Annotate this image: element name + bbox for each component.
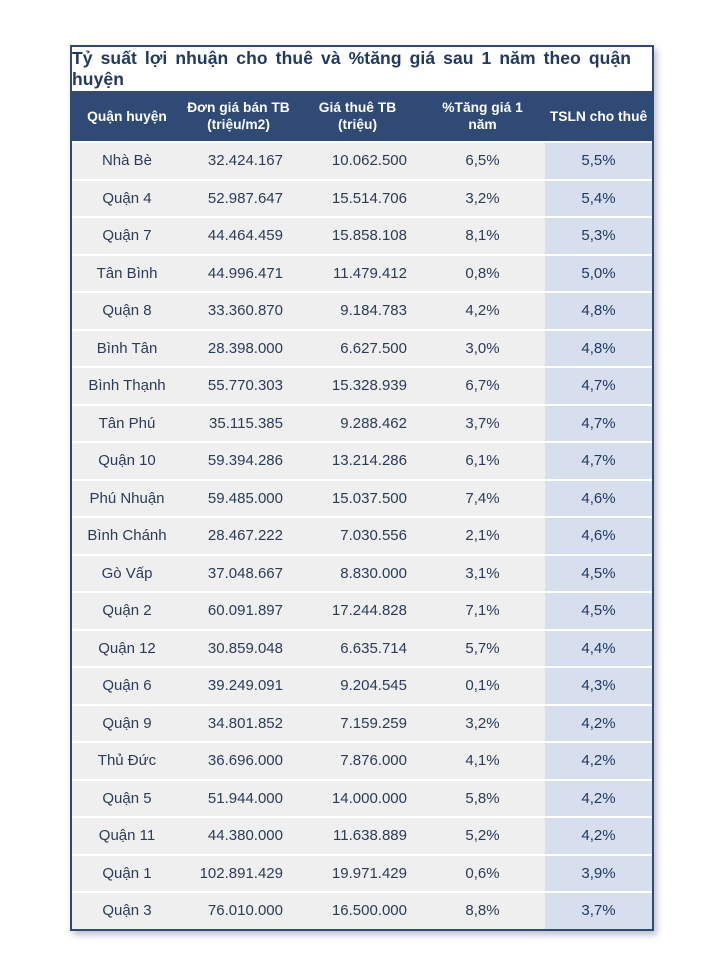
sale-price-cell: 39.249.091 bbox=[182, 668, 295, 704]
table-row bbox=[72, 254, 652, 292]
growth-cell: 0,6% bbox=[420, 856, 545, 892]
growth-cell: 3,1% bbox=[420, 556, 545, 592]
district-cell: Quận 2 bbox=[72, 593, 182, 629]
growth-cell: 4,2% bbox=[420, 293, 545, 329]
rental-yield-table bbox=[70, 45, 654, 931]
growth-cell: 6,5% bbox=[420, 143, 545, 179]
yield-cell: 4,2% bbox=[545, 706, 652, 742]
yield-cell: 4,3% bbox=[545, 668, 652, 704]
table-row bbox=[72, 441, 652, 479]
yield-cell: 5,0% bbox=[545, 256, 652, 292]
table-row bbox=[72, 741, 652, 779]
table-row bbox=[72, 854, 652, 892]
rent-price-cell: 15.328.939 bbox=[295, 368, 420, 404]
yield-cell: 4,8% bbox=[545, 293, 652, 329]
header-cell-line: (triệu) bbox=[337, 117, 378, 132]
rent-price-cell: 9.184.783 bbox=[295, 293, 420, 329]
table-row bbox=[72, 141, 652, 179]
growth-cell: 3,7% bbox=[420, 406, 545, 442]
table-row bbox=[72, 591, 652, 629]
table-row bbox=[72, 704, 652, 742]
district-cell: Quận 1 bbox=[72, 856, 182, 892]
district-cell: Quận 9 bbox=[72, 706, 182, 742]
header-cell-rental-yield bbox=[545, 91, 652, 141]
growth-cell: 8,8% bbox=[420, 893, 545, 929]
table-title: Tỷ suất lợi nhuận cho thuê và %tăng giá sau 1 năm theo quận huyện bbox=[72, 47, 652, 91]
rent-price-cell: 6.635.714 bbox=[295, 631, 420, 667]
table-row bbox=[72, 816, 652, 854]
header-cell-line: năm bbox=[468, 117, 497, 132]
sale-price-cell: 35.115.385 bbox=[182, 406, 295, 442]
header-cell-district bbox=[72, 91, 182, 141]
sale-price-cell: 30.859.048 bbox=[182, 631, 295, 667]
rent-price-cell: 7.159.259 bbox=[295, 706, 420, 742]
sale-price-cell: 34.801.852 bbox=[182, 706, 295, 742]
header-cell-line: Đơn giá bán TB bbox=[187, 100, 290, 115]
district-cell: Phú Nhuận bbox=[72, 481, 182, 517]
district-cell: Quận 6 bbox=[72, 668, 182, 704]
table-row bbox=[72, 291, 652, 329]
table-row bbox=[72, 554, 652, 592]
sale-price-cell: 76.010.000 bbox=[182, 893, 295, 929]
growth-cell: 5,7% bbox=[420, 631, 545, 667]
sale-price-cell: 55.770.303 bbox=[182, 368, 295, 404]
district-cell: Quận 8 bbox=[72, 293, 182, 329]
header-cell-line: Giá thuê TB bbox=[318, 100, 397, 115]
rent-price-cell: 15.514.706 bbox=[295, 181, 420, 217]
growth-cell: 6,1% bbox=[420, 443, 545, 479]
sale-price-cell: 102.891.429 bbox=[182, 856, 295, 892]
yield-cell: 4,5% bbox=[545, 556, 652, 592]
growth-cell: 3,2% bbox=[420, 181, 545, 217]
table-row bbox=[72, 329, 652, 367]
rent-price-cell: 8.830.000 bbox=[295, 556, 420, 592]
growth-cell: 2,1% bbox=[420, 518, 545, 554]
district-cell: Tân Phú bbox=[72, 406, 182, 442]
sale-price-cell: 36.696.000 bbox=[182, 743, 295, 779]
yield-cell: 3,9% bbox=[545, 856, 652, 892]
table-row bbox=[72, 404, 652, 442]
district-cell: Bình Tân bbox=[72, 331, 182, 367]
sale-price-cell: 59.485.000 bbox=[182, 481, 295, 517]
sale-price-cell: 60.091.897 bbox=[182, 593, 295, 629]
yield-cell: 4,6% bbox=[545, 481, 652, 517]
yield-cell: 4,4% bbox=[545, 631, 652, 667]
growth-cell: 7,1% bbox=[420, 593, 545, 629]
yield-cell: 4,7% bbox=[545, 368, 652, 404]
yield-cell: 4,7% bbox=[545, 406, 652, 442]
yield-cell: 4,5% bbox=[545, 593, 652, 629]
growth-cell: 3,0% bbox=[420, 331, 545, 367]
growth-cell: 4,1% bbox=[420, 743, 545, 779]
table-body bbox=[72, 141, 652, 929]
header-cell-line: (triệu/m2) bbox=[207, 117, 270, 132]
rent-price-cell: 7.030.556 bbox=[295, 518, 420, 554]
table-row bbox=[72, 366, 652, 404]
growth-cell: 8,1% bbox=[420, 218, 545, 254]
district-cell: Quận 11 bbox=[72, 818, 182, 854]
yield-cell: 4,7% bbox=[545, 443, 652, 479]
sale-price-cell: 51.944.000 bbox=[182, 781, 295, 817]
rent-price-cell: 17.244.828 bbox=[295, 593, 420, 629]
rent-price-cell: 10.062.500 bbox=[295, 143, 420, 179]
header-cell-line: Quận huyện bbox=[87, 108, 167, 124]
yield-cell: 4,8% bbox=[545, 331, 652, 367]
district-cell: Quận 12 bbox=[72, 631, 182, 667]
sale-price-cell: 59.394.286 bbox=[182, 443, 295, 479]
district-cell: Quận 7 bbox=[72, 218, 182, 254]
rent-price-cell: 7.876.000 bbox=[295, 743, 420, 779]
rent-price-cell: 11.479.412 bbox=[295, 256, 420, 292]
sale-price-cell: 44.380.000 bbox=[182, 818, 295, 854]
yield-cell: 5,5% bbox=[545, 143, 652, 179]
yield-cell: 4,2% bbox=[545, 818, 652, 854]
growth-cell: 5,8% bbox=[420, 781, 545, 817]
growth-cell: 7,4% bbox=[420, 481, 545, 517]
yield-cell: 4,2% bbox=[545, 781, 652, 817]
table-row bbox=[72, 516, 652, 554]
rent-price-cell: 11.638.889 bbox=[295, 818, 420, 854]
district-cell: Quận 5 bbox=[72, 781, 182, 817]
table-row bbox=[72, 179, 652, 217]
rent-price-cell: 15.037.500 bbox=[295, 481, 420, 517]
district-cell: Bình Thạnh bbox=[72, 368, 182, 404]
table-row bbox=[72, 479, 652, 517]
header-cell-price-growth bbox=[420, 91, 545, 141]
growth-cell: 0,8% bbox=[420, 256, 545, 292]
rent-price-cell: 15.858.108 bbox=[295, 218, 420, 254]
district-cell: Quận 10 bbox=[72, 443, 182, 479]
district-cell: Thủ Đức bbox=[72, 743, 182, 779]
district-cell: Quận 3 bbox=[72, 893, 182, 929]
district-cell: Tân Bình bbox=[72, 256, 182, 292]
rent-price-cell: 9.204.545 bbox=[295, 668, 420, 704]
rent-price-cell: 16.500.000 bbox=[295, 893, 420, 929]
growth-cell: 5,2% bbox=[420, 818, 545, 854]
district-cell: Bình Chánh bbox=[72, 518, 182, 554]
table-row bbox=[72, 779, 652, 817]
rent-price-cell: 19.971.429 bbox=[295, 856, 420, 892]
sale-price-cell: 37.048.667 bbox=[182, 556, 295, 592]
yield-cell: 3,7% bbox=[545, 893, 652, 929]
rent-price-cell: 13.214.286 bbox=[295, 443, 420, 479]
sale-price-cell: 44.996.471 bbox=[182, 256, 295, 292]
sale-price-cell: 28.467.222 bbox=[182, 518, 295, 554]
header-cell-line: TSLN cho thuê bbox=[549, 108, 648, 124]
rent-price-cell: 14.000.000 bbox=[295, 781, 420, 817]
sale-price-cell: 32.424.167 bbox=[182, 143, 295, 179]
yield-cell: 4,6% bbox=[545, 518, 652, 554]
table-row bbox=[72, 891, 652, 929]
yield-cell: 5,3% bbox=[545, 218, 652, 254]
rent-price-cell: 6.627.500 bbox=[295, 331, 420, 367]
yield-cell: 5,4% bbox=[545, 181, 652, 217]
district-cell: Gò Vấp bbox=[72, 556, 182, 592]
district-cell: Nhà Bè bbox=[72, 143, 182, 179]
table-row bbox=[72, 629, 652, 667]
header-cell-avg-sale-price bbox=[182, 91, 295, 141]
sale-price-cell: 28.398.000 bbox=[182, 331, 295, 367]
sale-price-cell: 33.360.870 bbox=[182, 293, 295, 329]
sale-price-cell: 52.987.647 bbox=[182, 181, 295, 217]
table-header-row bbox=[72, 91, 652, 141]
growth-cell: 0,1% bbox=[420, 668, 545, 704]
header-cell-avg-rent bbox=[295, 91, 420, 141]
yield-cell: 4,2% bbox=[545, 743, 652, 779]
header-cell-line: %Tăng giá 1 bbox=[442, 100, 523, 115]
growth-cell: 3,2% bbox=[420, 706, 545, 742]
table-row bbox=[72, 666, 652, 704]
district-cell: Quận 4 bbox=[72, 181, 182, 217]
growth-cell: 6,7% bbox=[420, 368, 545, 404]
table-row bbox=[72, 216, 652, 254]
sale-price-cell: 44.464.459 bbox=[182, 218, 295, 254]
rent-price-cell: 9.288.462 bbox=[295, 406, 420, 442]
